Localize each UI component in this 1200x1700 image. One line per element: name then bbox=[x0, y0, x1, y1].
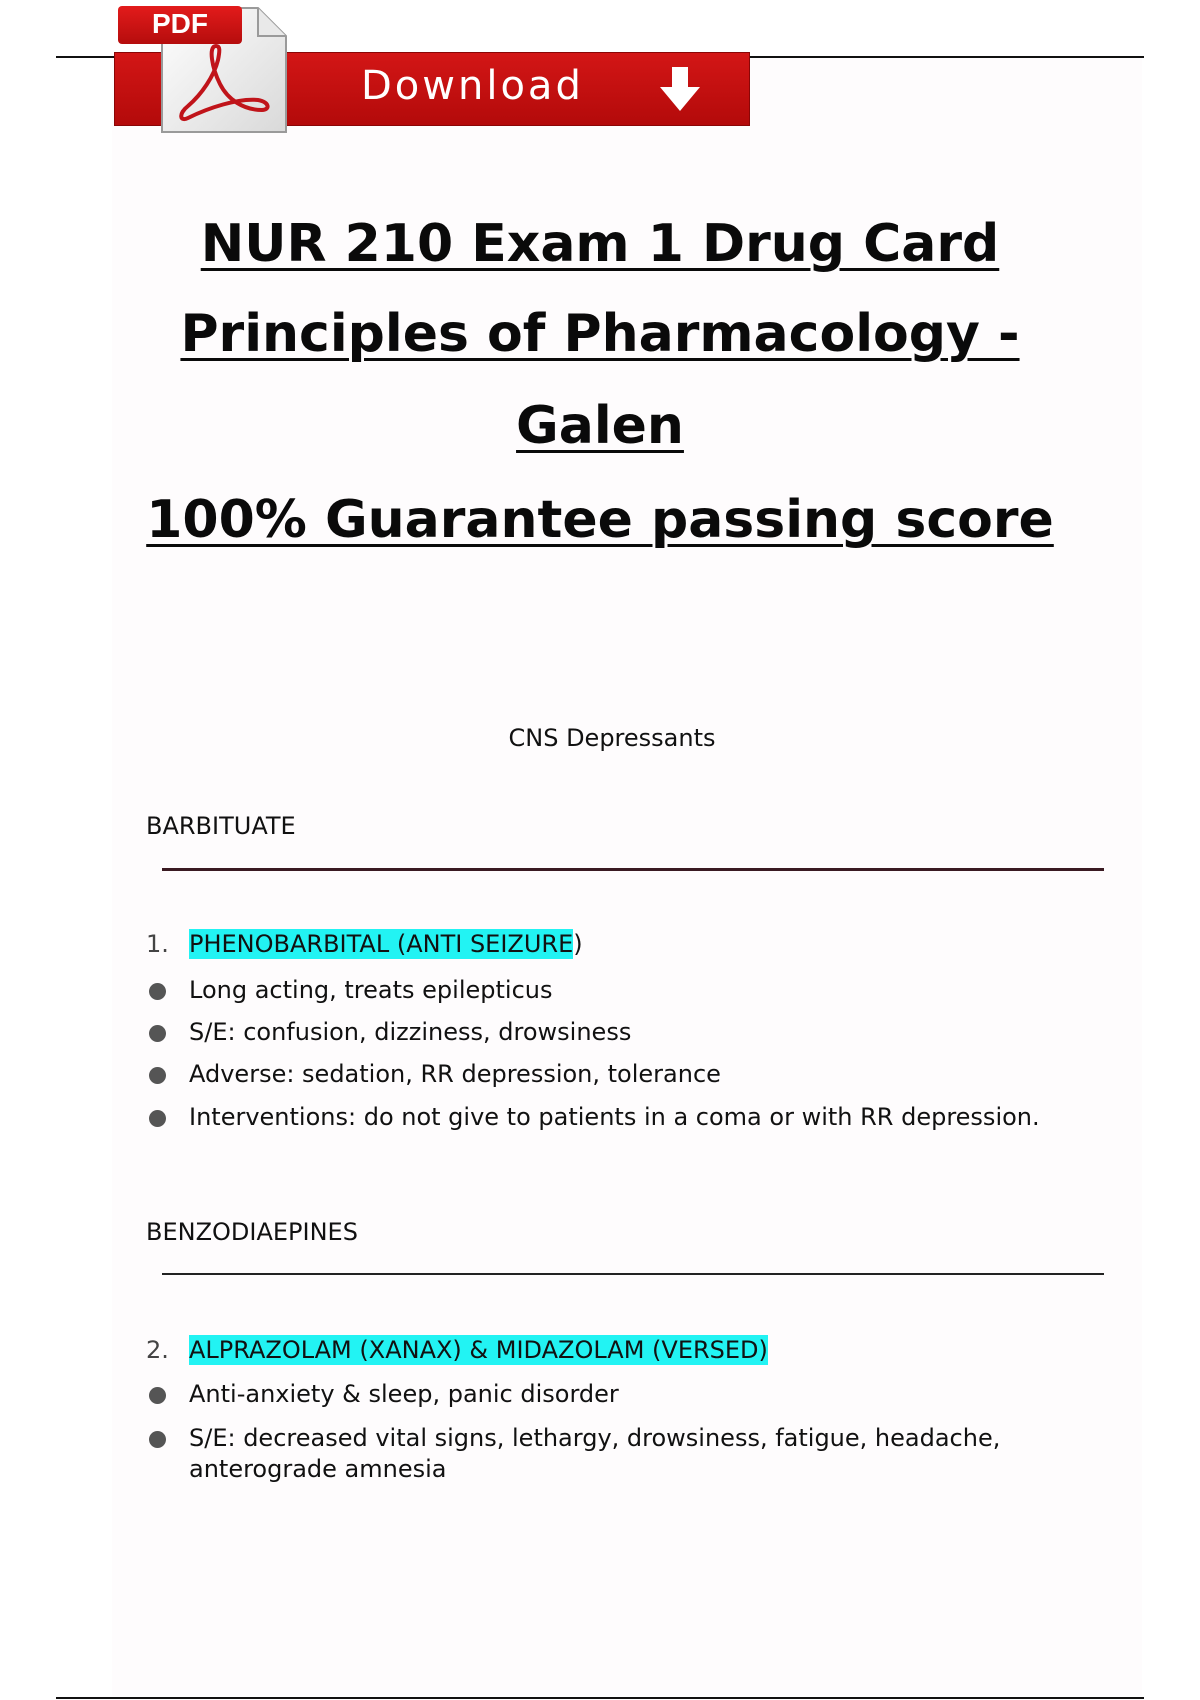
document-title-line-3: Galen bbox=[516, 396, 684, 456]
document-title-line-4: 100% Guarantee passing score bbox=[146, 490, 1054, 550]
drug-bullet-text: S/E: confusion, dizziness, drowsiness bbox=[189, 1018, 632, 1046]
bullet-dot bbox=[149, 1431, 166, 1448]
bullet-dot bbox=[149, 1387, 166, 1404]
bullet-dot bbox=[149, 1067, 166, 1084]
category-divider bbox=[162, 1273, 1104, 1275]
drug-bullet-text: Long acting, treats epilepticus bbox=[189, 976, 553, 1004]
section-title: CNS Depressants bbox=[508, 724, 716, 752]
page-bottom-rule bbox=[56, 1697, 1144, 1699]
drug-bullet-text: Interventions: do not give to patients in a coma or with RR depression. bbox=[189, 1103, 1040, 1131]
drug-number: 1. bbox=[146, 930, 169, 958]
category-heading: BARBITUATE bbox=[146, 812, 296, 840]
drug-name-highlight: PHENOBARBITAL (ANTI SEIZURE bbox=[189, 930, 574, 958]
drug-name bbox=[189, 930, 583, 958]
drug-bullet-text: Anti-anxiety & sleep, panic disorder bbox=[189, 1380, 619, 1408]
document-title-line-2: Principles of Pharmacology - bbox=[180, 304, 1020, 364]
drug-name bbox=[189, 1336, 768, 1364]
drug-name-highlight: ALPRAZOLAM (XANAX) & MIDAZOLAM (VERSED) bbox=[189, 1336, 768, 1364]
drug-name-suffix: ) bbox=[573, 930, 583, 958]
pdf-label: PDF bbox=[152, 8, 208, 39]
drug-bullet-text: S/E: decreased vital signs, lethargy, drowsiness, fatigue, headache, anterograde amnesia bbox=[189, 1424, 1001, 1483]
bullet-dot bbox=[149, 983, 166, 1000]
download-label: Download bbox=[361, 63, 584, 109]
document-title-line-1: NUR 210 Exam 1 Drug Card bbox=[200, 214, 1000, 274]
bullet-dot bbox=[149, 1025, 166, 1042]
drug-bullet-text: Adverse: sedation, RR depression, tolerance bbox=[189, 1060, 721, 1088]
pdf-label-tab bbox=[118, 6, 242, 44]
category-heading: BENZODIAEPINES bbox=[146, 1218, 358, 1246]
drug-number: 2. bbox=[146, 1336, 169, 1364]
category-divider bbox=[162, 868, 1104, 871]
bullet-dot bbox=[149, 1110, 166, 1127]
download-arrow-icon bbox=[650, 63, 710, 115]
